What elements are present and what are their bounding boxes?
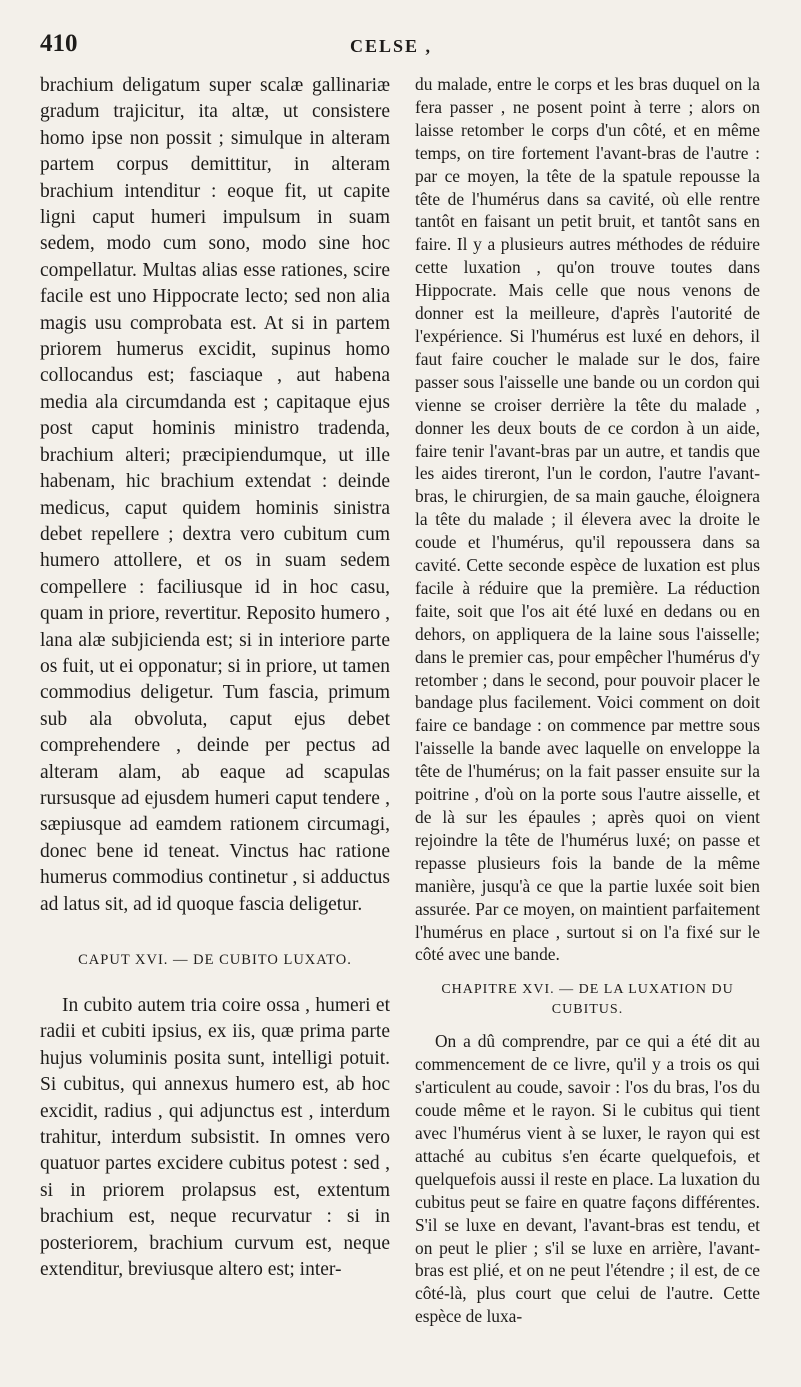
french-paragraph-1: du malade, entre le corps et les bras duquel on la fera passer , ne posent point à terre ; alors on laisse retomber le corps d'un côté, et en même temps, on tire fortement l'avant-bras de l'autre : par ce moyen, la tête de la spatule repousse la tête de l'humérus dans sa cavité, où elle rentre tantôt en faisant un petit bruit, et tantôt sans en faire. Il y a plusieurs autres méthodes de réduire cette luxation , qu'on trouve toutes dans Hippocrate. Mais celle que nous venons de donner est la meilleure, d'après l'autorité de l'expérience. Si l'humérus est luxé en dehors, il faut faire coucher le malade sur le dos, faire passer sous l'aisselle une bande ou un cordon qui vienne se croiser derrière la tête du malade , donner les deux bouts de ce cordon à un aide, faire tenir l'avant-bras par un autre, et tandis que les aides tireront, l'un le cordon, l'autre l'avant-bras, le chirurgien, de sa main gauche, éloignera la tête du malade ; il élevera avec la droite le coude et l'humérus, qu'il repoussera dans sa cavité. Cette seconde espèce de luxation est plus facile à réduire que la première. La réduction faite, soit que l'os ait été luxé en dedans ou en dehors, on appliquera de la laine sous l'aisselle; dans le premier cas, pour empêcher l'humérus d'y retomber ; dans le second, pour pouvoir placer le bandage plus facilement. Voici comment on doit faire ce bandage : on commence par mettre sous l'aisselle la bande avec laquelle on enveloppe la tête de l'humérus; on la fait passer ensuite sur la poitrine , d'où on la porte sous l'autre aisselle, et de là sur les épaules ; après quoi on vient rejoindre la tête de l'humérus luxé; on passe et repasse plusieurs fois la bande de la même manière, jusqu'à ce que la partie luxée soit bien assurée. Par ce moyen, on maintient parfaitement l'humérus en place , surtout si on l'a fixé sur le côté avec une bande. (415, 74, 760, 965)
latin-section-heading: CAPUT XVI. — DE CUBITO LUXATO. (78, 952, 352, 968)
latin-column (40, 73, 390, 1283)
latin-paragraph-1: brachium deligatum super scalæ gallinariæ gradum trajicitur, ita altæ, ut consistere homo ipse non possit ; simulque in alteram partem corpus demittitur, in alteram brachium intenditur : eoque fit, ut capite ligni caput humeri impulsum in suam sedem, modo cum sono, modo sine hoc compellatur. Multas alias esse rationes, scire facile est uno Hippocrate lecto; sed non alia magis usu comprobata est. At si in partem priorem humerus excidit, supinus homo collocandus est; fasciaque , aut habena media ala circumdanda est ; capitaque ejus post caput hominis ministro tradenda, brachium alteri; præcipiendumque, ut ille habenam, hic brachium extendat : deinde medicus, caput quidem hominis sinistra debet repellere ; dextra vero cubitum cum humero attollere, et os in suam sedem compellere : faciliusque id in hoc casu, quam in priore, revertitur. Reposito humero , lana alæ subjicienda est; si in interiore parte os fuit, ut ei opponatur; si in priore, ut tamen commodius deligetur. Tum fascia, primum sub ala obvoluta, caput ejus debet comprehendere , deinde per pectus ad alteram alam, ab eaque ad scapulas rursusque ad ejusdem humeri caput tendere , sæpiusque ad eamdem rationem circumagi, donec bene id teneat. Vinctus hac ratione humerus commodius continetur , si adductus ad latus sit, ad id quoque fascia deligetur. (40, 75, 390, 915)
running-head: CELSE , (350, 36, 433, 56)
page-number: 410 (40, 30, 78, 57)
french-paragraph-2: On a dû comprendre, par ce qui a été dit au commencement de ce livre, qu'il y a trois os qui s'articulent au coude, savoir : l'os du bras, l'os du coude même et le rayon. Si le cubitus qui tient avec l'humérus vient à se luxer, le rayon qui est attaché au cubitus s'en écarte quelquefois, et quelquefois aussi il reste en place. La luxation du cubitus peut se faire en quatre façons différentes. S'il se luxe en devant, l'avant-bras est tendu, et on peut le plier ; s'il se luxe en arrière, l'avant-bras est plié, et on ne peut l'étendre ; il est, de ce côté-là, plus court que celui de l'autre. Cette espèce de luxa- (415, 1031, 760, 1327)
french-column (415, 73, 760, 1328)
latin-paragraph-2: In cubito autem tria coire ossa , humeri et radii et cubiti ipsius, ex iis, quæ prima parte hujus voluminis posita sunt, intelligi potuit. Si cubitus, qui annexus humero est, ab hoc excidit, radius , qui adjunctus est , interdum trahitur, interdum subsistit. In omnes vero quatuor partes excidere cubitus potest : sed , si in priorem prolapsus est, extentum brachium est, neque recurvatur : si in posteriorem, brachium curvum est, neque extenditur, breviusque altero est; inter- (40, 995, 390, 1281)
french-section-heading: CHAPITRE XVI. — DE LA LUXATION DU CUBITUS. (441, 982, 734, 1018)
